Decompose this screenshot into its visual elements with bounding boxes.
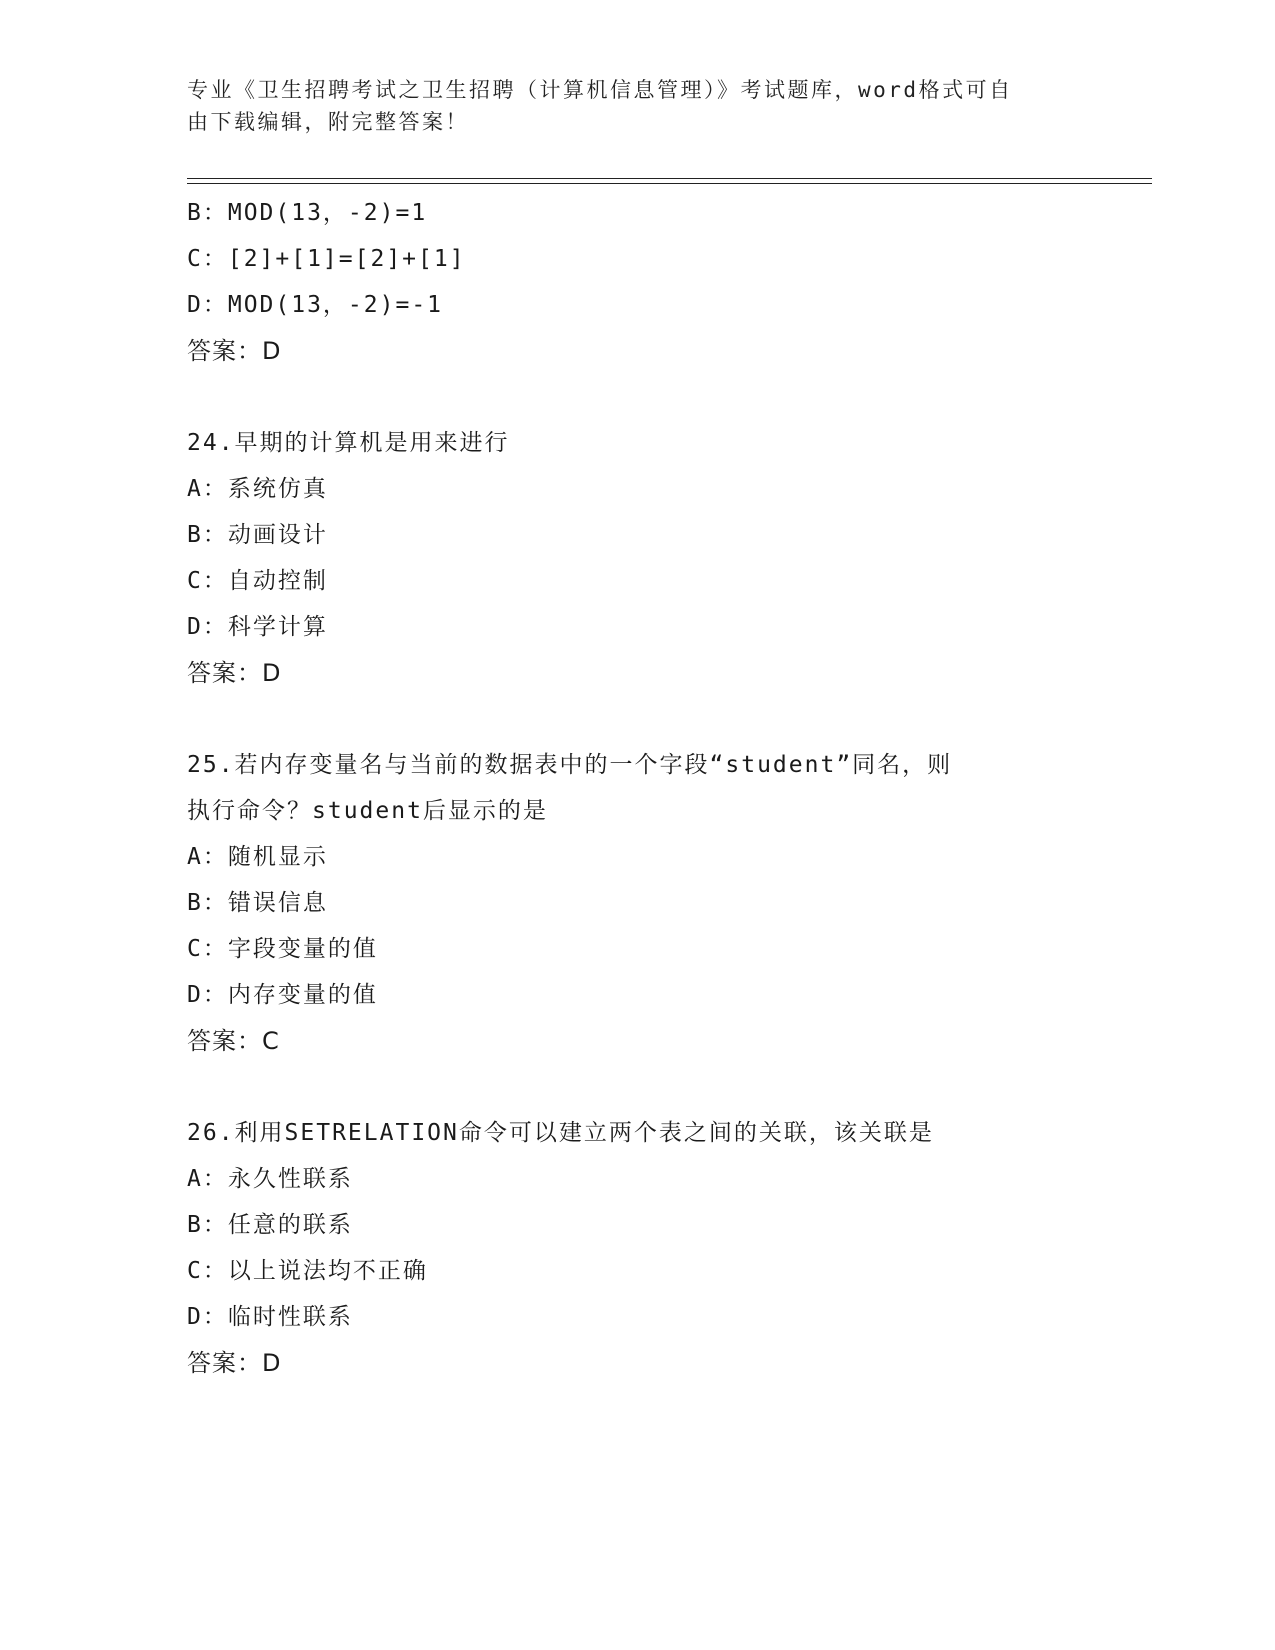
document-header bbox=[187, 74, 1067, 138]
answer: 答案：D bbox=[187, 659, 282, 687]
spacer bbox=[187, 696, 1147, 742]
header-divider-top bbox=[187, 178, 1152, 179]
header-divider-bottom bbox=[187, 183, 1152, 184]
question-text: 26.利用SETRELATION命令可以建立两个表之间的关联，该关联是 bbox=[187, 1120, 934, 1146]
option-c: C：字段变量的值 bbox=[187, 936, 378, 962]
option-a: A：永久性联系 bbox=[187, 1166, 353, 1192]
option-c: C：以上说法均不正确 bbox=[187, 1258, 428, 1284]
option-b: B：任意的联系 bbox=[187, 1212, 353, 1238]
option-a: A：随机显示 bbox=[187, 844, 328, 870]
option-a: A：系统仿真 bbox=[187, 476, 328, 502]
header-line-2: 由下载编辑，附完整答案！ bbox=[187, 110, 469, 134]
spacer bbox=[187, 374, 1147, 420]
question-text-line-1: 25.若内存变量名与当前的数据表中的一个字段“student”同名，则 bbox=[187, 752, 953, 778]
option-b: B：错误信息 bbox=[187, 890, 328, 916]
option-b: B：动画设计 bbox=[187, 522, 328, 548]
option-d: D：MOD(13，-2)=-1 bbox=[187, 292, 444, 318]
answer: 答案：D bbox=[187, 1349, 282, 1377]
question-25 bbox=[187, 742, 1147, 1064]
option-d: D：临时性联系 bbox=[187, 1304, 353, 1330]
question-text-line-2: 执行命令？student后显示的是 bbox=[187, 798, 548, 824]
option-b: B：MOD(13，-2)=1 bbox=[187, 200, 428, 226]
question-23 bbox=[187, 190, 1147, 374]
answer: 答案：C bbox=[187, 1027, 280, 1055]
question-text: 24.早期的计算机是用来进行 bbox=[187, 430, 510, 456]
question-24 bbox=[187, 420, 1147, 696]
header-line-1: 专业《卫生招聘考试之卫生招聘（计算机信息管理）》考试题库，word格式可自 bbox=[187, 78, 1013, 102]
option-d: D：科学计算 bbox=[187, 614, 328, 640]
question-list bbox=[187, 190, 1147, 1386]
spacer bbox=[187, 1064, 1147, 1110]
option-c: C：自动控制 bbox=[187, 568, 328, 594]
option-c: C：[2]+[1]=[2]+[1] bbox=[187, 246, 466, 272]
option-d: D：内存变量的值 bbox=[187, 982, 378, 1008]
answer: 答案：D bbox=[187, 337, 282, 365]
question-26 bbox=[187, 1110, 1147, 1386]
